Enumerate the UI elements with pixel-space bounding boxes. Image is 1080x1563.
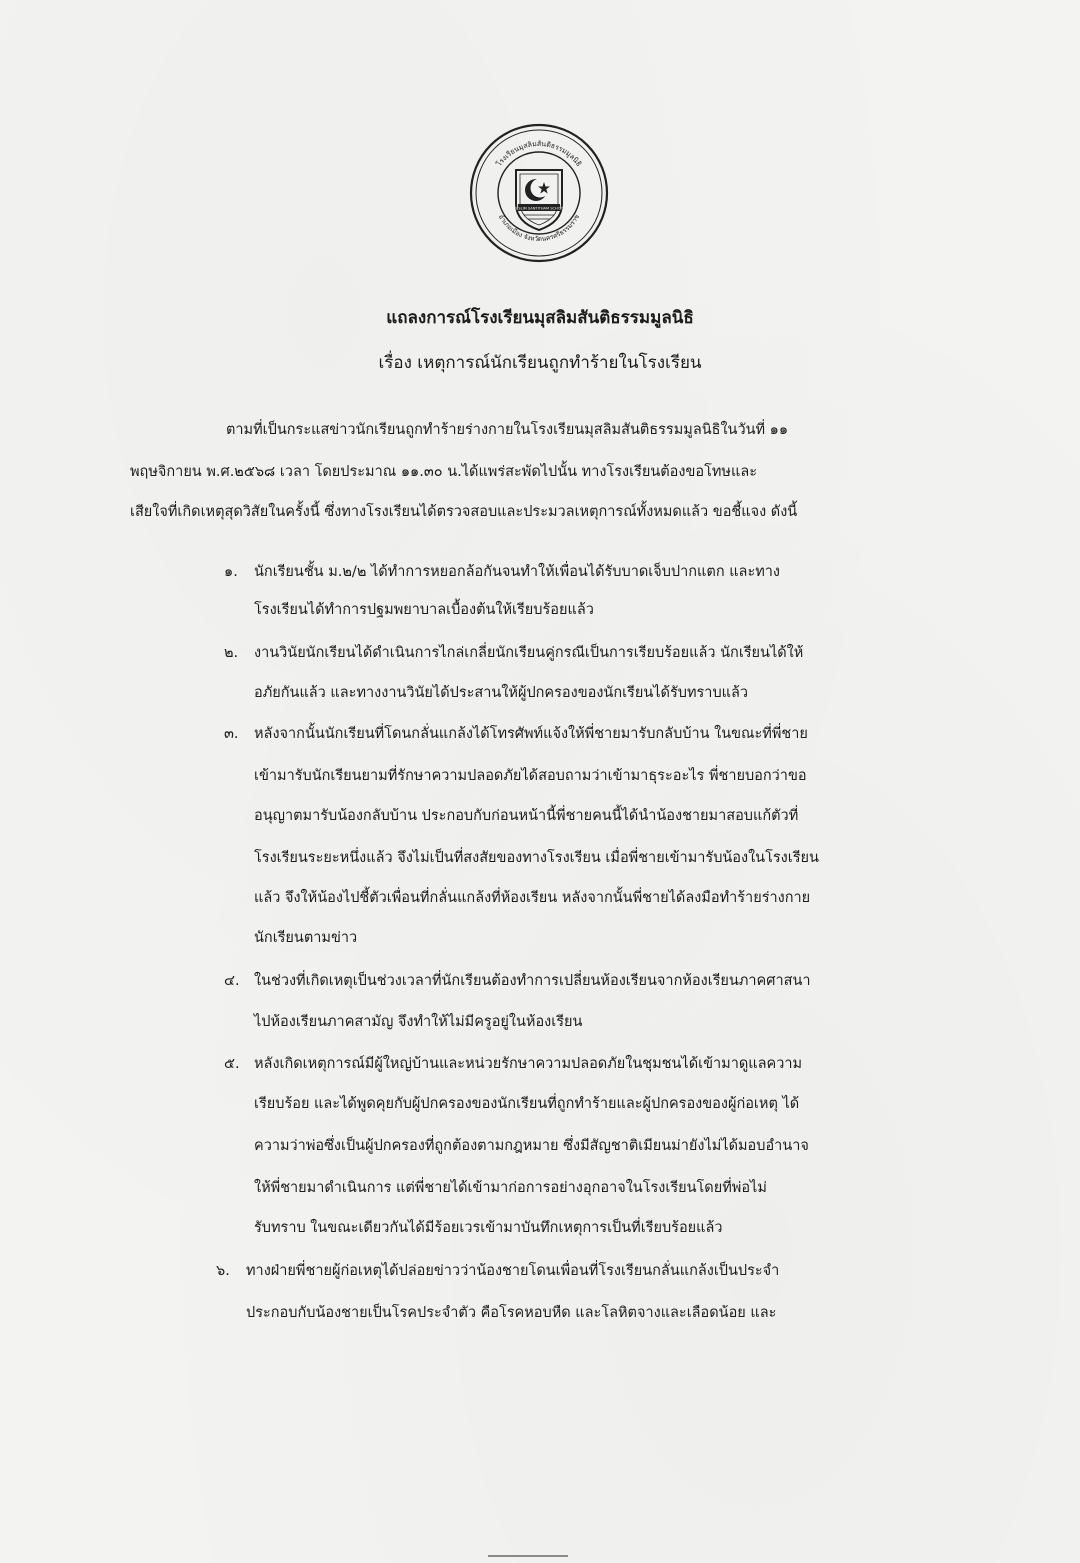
intro-line: ตามที่เป็นกระแสข่าวนักเรียนถูกทำร้ายร่างกายในโรงเรียนมุสลิมสันติธรรมมูลนิธิในวันที่ ๑๑ bbox=[226, 422, 789, 438]
item-line: ความว่าพ่อซึ่งเป็นผู้ปกครองที่ถูกต้องตามกฎหมาย ซึ่งมีสัญชาติเมียนม่ายังไม่ได้มอบอำนาจ bbox=[254, 1138, 809, 1154]
item-number: ๒. bbox=[224, 645, 239, 661]
item-line: โรงเรียนได้ทำการปฐมพยาบาลเบื้องต้นให้เรียบร้อยแล้ว bbox=[254, 602, 594, 618]
item-line: ในช่วงที่เกิดเหตุเป็นช่วงเวลาที่นักเรียนต้องทำการเปลี่ยนห้องเรียนจากห้องเรียนภาคศาสนา bbox=[254, 973, 811, 989]
item-line: นักเรียนชั้น ม.๒/๒ ได้ทำการหยอกล้อกันจนทำให้เพื่อนได้รับบาดเจ็บปากแตก และทาง bbox=[254, 564, 781, 580]
school-seal bbox=[464, 118, 614, 268]
school-seal-icon bbox=[464, 118, 614, 268]
item-number: ๑. bbox=[224, 564, 238, 580]
item-line: หลังจากนั้นนักเรียนที่โดนกลั่นแกล้งได้โทรศัพท์แจ้งให้พี่ชายมารับกลับบ้าน ในขณะที่พี่ชาย bbox=[254, 726, 808, 742]
item-line: อภัยกันแล้ว และทางงานวินัยได้ประสานให้ผู้ปกครองของนักเรียนได้รับทราบแล้ว bbox=[254, 685, 749, 701]
item-line: เรียบร้อย และได้พูดคุยกับผู้ปกครองของนักเรียนที่ถูกทำร้ายและผู้ปกครองของผู้ก่อเหตุ ได้ bbox=[254, 1096, 800, 1112]
item-number: ๖. bbox=[216, 1263, 230, 1279]
item-line: เข้ามารับนักเรียนยามที่รักษาความปลอดภัยได้สอบถามว่าเข้ามาธุระอะไร พี่ชายบอกว่าขอ bbox=[254, 768, 807, 784]
svg-text:โรงเรียนมุสลิมสันติธรรมมูลนิธิ: โรงเรียนมุสลิมสันติธรรมมูลนิธิ bbox=[495, 139, 583, 168]
item-number: ๔. bbox=[224, 973, 240, 989]
intro-line: เสียใจที่เกิดเหตุสุดวิสัยในครั้งนี้ ซึ่งทางโรงเรียนได้ตรวจสอบและประมวลเหตุการณ์ทั้งหมดแล้ว ขอชี้แจง ดังนี้ bbox=[130, 504, 798, 520]
item-line: ทางฝ่ายพี่ชายผู้ก่อเหตุได้ปล่อยข่าวว่าน้องชายโดนเพื่อนที่โรงเรียนกลั่นแกล้งเป็นประจำ bbox=[246, 1263, 780, 1279]
svg-text:MUSLIM SANTITHAM SCHOOL: MUSLIM SANTITHAM SCHOOL bbox=[512, 206, 566, 211]
page-footer-mark bbox=[488, 1555, 568, 1557]
item-line: งานวินัยนักเรียนได้ดำเนินการไกล่เกลี่ยนักเรียนคู่กรณีเป็นการเรียบร้อยแล้ว นักเรียนได้ให้ bbox=[254, 645, 804, 661]
item-line: ประกอบกับน้องชายเป็นโรคประจำตัว คือโรคหอบหืด และโลหิตจางและเลือดน้อย และ bbox=[246, 1305, 777, 1321]
item-number: ๓. bbox=[224, 726, 239, 742]
item-line: อนุญาตมารับน้องกลับบ้าน ประกอบกับก่อนหน้านี้พี่ชายคนนี้ได้นำน้องชายมาสอบแก้ตัวที่ bbox=[254, 808, 799, 824]
item-line: แล้ว จึงให้น้องไปชี้ตัวเพื่อนที่กลั่นแกล้งที่ห้องเรียน หลังจากนั้นพี่ชายได้ลงมือทำร้ายร่างกาย bbox=[254, 890, 811, 906]
intro-line: พฤษจิกายน พ.ศ.๒๕๖๘ เวลา โดยประมาณ ๑๑.๓๐ น.ได้แพร่สะพัดไปนั้น ทางโรงเรียนต้องขอโทษและ bbox=[130, 464, 758, 480]
svg-text:อำเภอเมือง จังหวัดนครศรีธรรมรา: อำเภอเมือง จังหวัดนครศรีธรรมราช bbox=[496, 212, 582, 244]
item-line: ไปห้องเรียนภาคสามัญ จึงทำให้ไม่มีครูอยู่ในห้องเรียน bbox=[254, 1014, 583, 1030]
item-number: ๕. bbox=[224, 1056, 240, 1072]
item-line: ให้พี่ชายมาดำเนินการ แต่พี่ชายได้เข้ามาก่อการอย่างอุกอาจในโรงเรียนโดยที่พ่อไม่ bbox=[254, 1180, 767, 1196]
document-subject: เรื่อง เหตุการณ์นักเรียนถูกทำร้ายในโรงเรียน bbox=[378, 353, 702, 373]
document-title: แถลงการณ์โรงเรียนมุสลิมสันติธรรมมูลนิธิ bbox=[386, 308, 694, 328]
item-line: โรงเรียนระยะหนึ่งแล้ว จึงไม่เป็นที่สงสัยของทางโรงเรียน เมื่อพี่ชายเข้ามารับน้องในโรงเรียน bbox=[254, 850, 819, 866]
item-line: นักเรียนตามข่าว bbox=[254, 930, 358, 946]
item-line: หลังเกิดเหตุการณ์มีผู้ใหญ่บ้านและหน่วยรักษาความปลอดภัยในชุมชนได้เข้ามาดูแลความ bbox=[254, 1056, 803, 1072]
item-line: รับทราบ ในขณะเดียวกันได้มีร้อยเวรเข้ามาบันทึกเหตุการเป็นที่เรียบร้อยแล้ว bbox=[254, 1220, 723, 1236]
